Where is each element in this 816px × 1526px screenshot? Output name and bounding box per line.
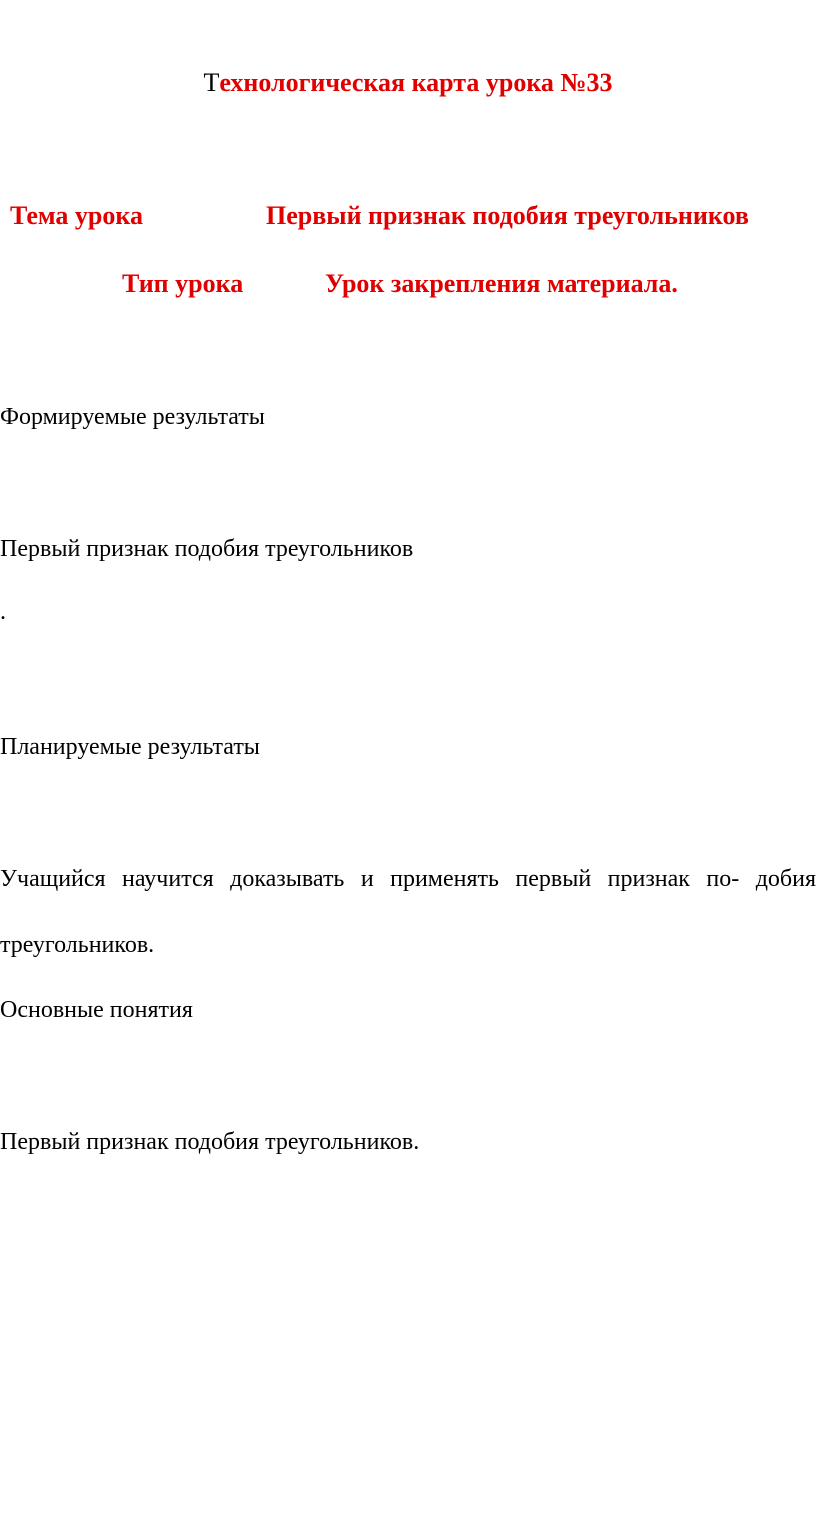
lesson-type-label: Тип урока [122, 269, 244, 298]
topic-label: Тема урока [10, 201, 143, 230]
basic-concepts-text: Первый признак подобия треугольников. [0, 1129, 420, 1155]
formed-results-heading: Формируемые результаты [0, 404, 265, 430]
page-title [0, 70, 816, 96]
page-title-first-letter: Т [203, 68, 220, 97]
basic-concepts-heading: Основные понятия [0, 997, 193, 1023]
planned-results-heading: Планируемые результаты [0, 734, 260, 760]
page-title-rest: ехнологическая карта урока №33 [219, 68, 613, 97]
formed-results-text: Первый признак подобия треугольников [0, 536, 414, 562]
planned-results-line-2: треугольников. [0, 932, 155, 958]
topic-value: Первый признак подобия треугольников [266, 201, 749, 230]
lesson-type-value: Урок закрепления материала. [325, 269, 678, 298]
formed-results-dot: . [0, 599, 6, 625]
planned-results-line-1: Учащийся научится доказывать и применять первый признак по- добия [0, 866, 816, 892]
